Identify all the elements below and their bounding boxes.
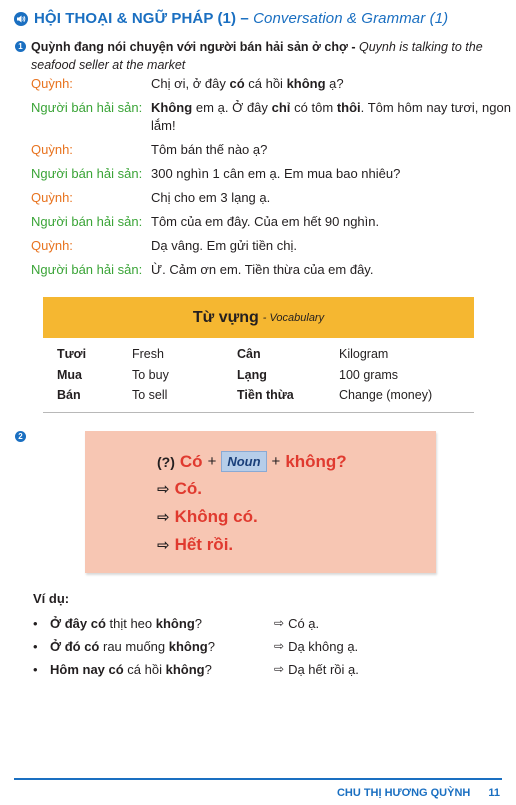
plus-sign: + <box>271 453 281 470</box>
vocabulary-title: Từ vựng <box>192 308 259 326</box>
example-item <box>33 635 503 658</box>
speaker-label: Quỳnh: <box>31 190 73 205</box>
plus-sign: + <box>207 453 217 470</box>
dialog-text: Ừ. Cảm ơn em. Tiền thừa của em đây. <box>151 262 374 277</box>
question-mark: (?) <box>157 453 175 470</box>
arrow-icon: ⇨ <box>157 481 170 498</box>
vocabulary-row <box>43 344 474 365</box>
page-title <box>34 10 448 27</box>
vocab-meaning: 100 grams <box>339 367 399 382</box>
dialog-line <box>31 141 511 159</box>
grammar-box <box>85 431 436 573</box>
vocabulary-row <box>43 385 474 406</box>
bullet-icon: • <box>33 616 38 631</box>
example-question: Ở đây có thịt heo không? <box>50 616 202 631</box>
vocab-meaning: Kilogram <box>339 347 389 362</box>
dialog-line <box>31 261 511 279</box>
dialog-line <box>31 189 511 207</box>
dialog-line <box>31 99 511 135</box>
title-vietnamese: HỘI THOẠI & NGỮ PHÁP (1) – <box>34 10 249 27</box>
speaker-icon[interactable] <box>14 12 28 26</box>
footer <box>337 787 500 799</box>
arrow-icon: ⇨ <box>274 616 285 630</box>
answer-1 <box>157 479 202 499</box>
bullet-icon: • <box>33 639 38 654</box>
vocab-word: Bán <box>57 388 81 403</box>
vocab-meaning: Change (money) <box>339 388 433 403</box>
footer-divider <box>14 778 502 780</box>
dialog-line <box>31 165 511 183</box>
vocab-word: Tiền thừa <box>237 388 294 403</box>
noun-placeholder: Noun <box>221 451 266 472</box>
intro-vietnamese: Quỳnh đang nói chuyện với người bán hải sản ở chợ - <box>31 40 356 54</box>
section-number-2: 2 <box>15 431 26 442</box>
vocabulary-row <box>43 365 474 386</box>
vocabulary-subtitle: - Vocabulary <box>262 311 325 324</box>
speaker-label: Quỳnh: <box>31 142 73 157</box>
vocabulary-header <box>43 297 474 338</box>
speaker-label: Quỳnh: <box>31 238 73 253</box>
speaker-label: Người bán hải sản: <box>31 214 143 229</box>
examples-list <box>33 612 503 681</box>
vocab-word: Tươi <box>57 347 87 362</box>
grammar-pattern <box>157 451 347 472</box>
section-number-1: 1 <box>15 41 26 52</box>
dialog-line <box>31 213 511 231</box>
dialog-line <box>31 75 511 93</box>
examples-label: Ví dụ: <box>33 591 70 606</box>
answer-text: Không có. <box>174 507 258 526</box>
dialog <box>31 75 511 285</box>
vocab-meaning: To sell <box>132 388 168 403</box>
page-number: 11 <box>488 787 500 799</box>
example-question: Hôm nay có cá hồi không? <box>50 662 212 677</box>
dialog-text: Chị ơi, ở đây có cá hồi không ạ? <box>151 76 344 91</box>
bullet-icon: • <box>33 662 38 677</box>
conversation-intro <box>31 38 509 74</box>
answer-text: Có. <box>174 479 202 498</box>
dialog-text: Tôm của em đây. Của em hết 90 nghìn. <box>151 214 380 229</box>
dialog-text: Dạ vâng. Em gửi tiền chị. <box>151 238 297 253</box>
dialog-text: 300 nghìn 1 cân em ạ. Em mua bao nhiêu? <box>151 166 401 181</box>
example-answer <box>274 662 359 677</box>
arrow-icon: ⇨ <box>274 639 285 653</box>
answer-text: Hết rồi. <box>174 535 234 554</box>
example-item <box>33 612 503 635</box>
pattern-khong: không? <box>285 451 347 471</box>
answer-2 <box>157 507 258 527</box>
vocab-meaning: To buy <box>132 367 169 382</box>
intro-english: Quynh is talking to the seafood seller at the market <box>31 40 483 72</box>
example-answer <box>274 639 358 654</box>
arrow-icon: ⇨ <box>157 537 170 554</box>
speaker-label: Người bán hải sản: <box>31 100 143 115</box>
dialog-text: Không em ạ. Ở đây chỉ có tôm thôi. Tôm hôm nay tươi, ngon lắm! <box>151 100 511 133</box>
answer-3 <box>157 535 233 555</box>
arrow-icon: ⇨ <box>274 662 285 676</box>
example-answer <box>274 616 319 631</box>
vocab-word: Lạng <box>237 367 267 382</box>
vocab-word: Cân <box>237 347 261 362</box>
vocab-word: Mua <box>57 367 82 382</box>
arrow-icon: ⇨ <box>157 509 170 526</box>
answer-text: Dạ không ạ. <box>288 639 359 654</box>
author-name: CHU THỊ HƯƠNG QUỲNH <box>336 787 471 799</box>
answer-text: Dạ hết rồi ạ. <box>288 662 359 677</box>
speaker-label: Quỳnh: <box>31 76 73 91</box>
pattern-co: Có <box>179 451 203 471</box>
dialog-text: Chị cho em 3 lạng ạ. <box>151 190 271 205</box>
dialog-line <box>31 237 511 255</box>
vocabulary-table <box>43 344 474 413</box>
speaker-label: Người bán hải sản: <box>31 166 143 181</box>
example-question: Ở đó có rau muống không? <box>50 639 215 654</box>
section-header <box>14 10 448 27</box>
speaker-label: Người bán hải sản: <box>31 262 143 277</box>
example-item <box>33 658 503 681</box>
dialog-text: Tôm bán thế nào ạ? <box>151 142 268 157</box>
title-english: Conversation & Grammar (1) <box>253 10 449 27</box>
answer-text: Có ạ. <box>288 616 320 631</box>
vocab-meaning: Fresh <box>132 347 164 362</box>
